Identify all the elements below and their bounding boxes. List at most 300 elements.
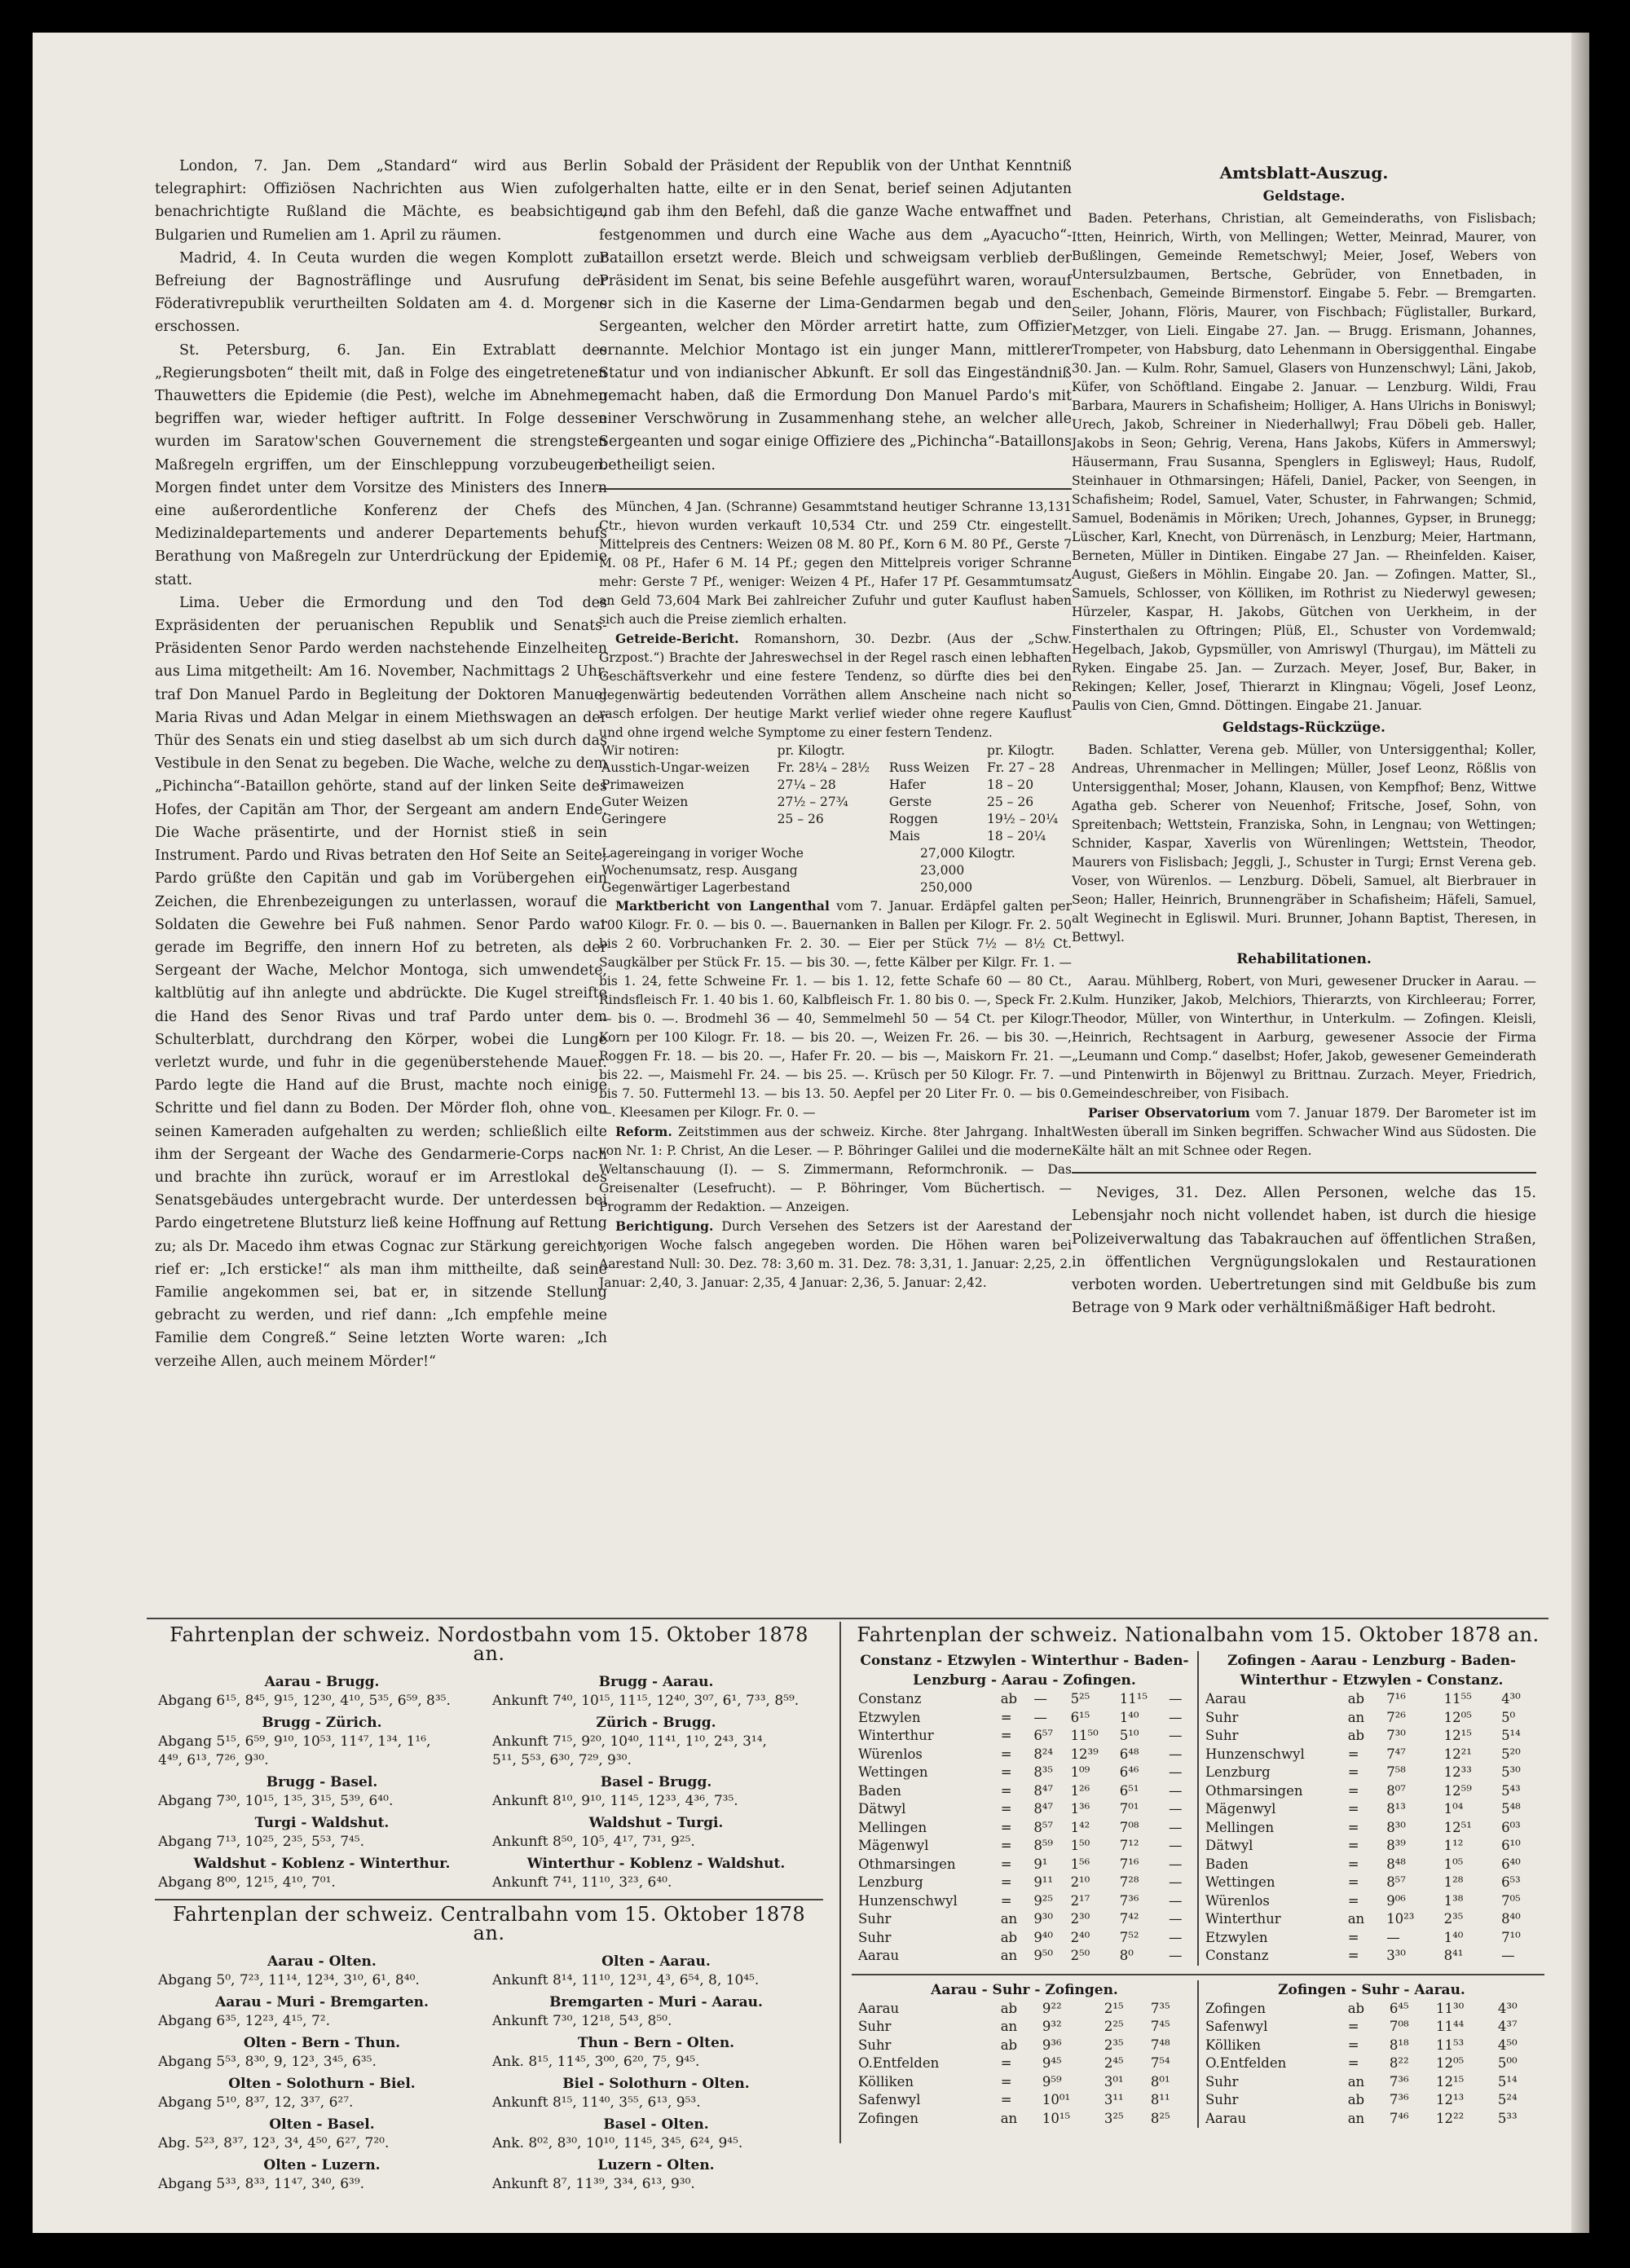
route-times: Abgang 5⁰, 7²³, 11¹⁴, 12³⁴, 3¹⁰, 6¹, 8⁴⁰. <box>158 1972 420 1988</box>
timetable-row <box>855 1856 1194 1874</box>
station-name: Hunzenschwyl <box>1205 1746 1305 1762</box>
station-name: Constanz <box>1205 1948 1269 1963</box>
cell: 6⁰³ <box>1501 1819 1521 1835</box>
cell: ab <box>1347 2000 1365 2016</box>
timetable-row <box>1202 1764 1541 1782</box>
route-title: Thun - Bern - Olten. <box>577 2035 735 2051</box>
station-name: Wettingen <box>858 1764 928 1780</box>
cell: 7²⁸ <box>1119 1874 1139 1890</box>
cell: 250,000 <box>919 879 973 895</box>
cell: 12¹⁵ <box>1443 1728 1472 1743</box>
timetable-row <box>855 2000 1194 2019</box>
cell: = <box>1347 1892 1359 1909</box>
cell: = <box>1000 1782 1012 1799</box>
article-neviges: Neviges, 31. Dez. Allen Personen, welche das 15. Lebensjahr noch nicht vollendet haben, ist durch die hiesige Polizeiverwaltung das Tabakrauchen auf öffentlichen Straßen, in öffentlichen Vergnügungslokalen und Restaurationen verboten worden. Uebertretungen sind mit Geldbuße bis zum Betrage von 9 Mark oder verhältnißmäßiger Haft bedroht. <box>1072 1185 1536 1317</box>
observatorium-text: vom 7. Januar 1879. Der Barometer ist im Westen überall im Sinken begriffen. Schwacher Wind aus Südosten. Die Kälte hält an mit Schnee oder Regen. <box>1072 1106 1536 1159</box>
cell: Gerste <box>888 794 932 809</box>
timetable-row <box>855 1929 1194 1948</box>
cell: 7⁴⁸ <box>1150 2037 1170 2053</box>
timetable-row <box>1202 1910 1541 1929</box>
route-title: Aarau - Olten. <box>267 1953 377 1970</box>
cell: — <box>1501 1948 1515 1963</box>
route-pair <box>155 1770 823 1811</box>
cell: 7³⁶ <box>1389 2092 1409 2107</box>
cell: 4⁵⁰ <box>1497 2037 1518 2053</box>
route-title: Olten - Aarau. <box>601 1953 711 1970</box>
price-table <box>599 742 1072 845</box>
cell: 6⁴⁵ <box>1389 2000 1409 2016</box>
rehabilitationen-title: Rehabilitationen. <box>1236 951 1372 968</box>
route-pair <box>155 1670 823 1711</box>
route-outbound <box>155 1852 489 1892</box>
cell: 9⁴⁵ <box>1042 2055 1062 2071</box>
station-name: Safenwyl <box>858 2092 921 2107</box>
cell: 5¹⁴ <box>1497 2073 1518 2090</box>
cell: 8⁵⁷ <box>1033 1819 1054 1835</box>
notice-berichtigung <box>599 1217 1072 1293</box>
timetable-right <box>852 1623 1544 2128</box>
cell: = <box>1347 1764 1359 1780</box>
route-times: Abgang 6³⁵, 12²³, 4¹⁵, 7². <box>158 2013 331 2029</box>
cell: 12²¹ <box>1443 1746 1472 1762</box>
cell: 27¼ – 28 <box>777 777 836 792</box>
timetable-top-rule <box>147 1618 1548 1619</box>
route-outbound <box>155 2031 489 2072</box>
station-name <box>599 828 775 845</box>
cell: 25 – 26 <box>777 811 824 826</box>
route-outbound <box>155 2153 489 2194</box>
cell: 9⁵⁹ <box>1042 2073 1062 2090</box>
cell: 8⁴⁸ <box>1386 1856 1406 1872</box>
cell: 1³⁶ <box>1070 1801 1090 1817</box>
cell: 1⁰⁹ <box>1070 1764 1090 1780</box>
timetable-row <box>1202 1709 1541 1728</box>
route-times: Ankunft 8⁵⁰, 10⁵, 4¹⁷, 7³¹, 9²⁵. <box>492 1834 695 1850</box>
route-times: Ank. 8¹⁵, 11⁴⁵, 3⁰⁰, 6²⁰, 7⁵, 9⁴⁵. <box>492 2054 700 2070</box>
cell: 11⁴⁴ <box>1435 2019 1465 2034</box>
lager-row <box>599 879 1072 896</box>
getreide-title: Getreide-Bericht. <box>615 630 739 646</box>
cell: = <box>1000 1728 1012 1743</box>
timetable-vertical-rule <box>839 1622 841 2143</box>
cell: 1⁰⁵ <box>1443 1856 1464 1872</box>
cell: 7¹² <box>1119 1838 1139 1853</box>
timetable-row <box>855 1910 1194 1929</box>
route-times: Abgang 5¹⁰, 8³⁷, 12, 3³⁷, 6²⁷. <box>158 2094 354 2111</box>
timetable-row <box>1202 2000 1541 2019</box>
route-title-2: Lenzburg - Aarau - Zofingen. <box>913 1672 1136 1689</box>
cell: 3²⁵ <box>1104 2110 1124 2126</box>
timetable-row <box>855 2073 1194 2092</box>
cell: 2¹⁵ <box>1104 2000 1124 2016</box>
observatorium-title: Pariser Observatorium <box>1088 1105 1250 1121</box>
route-pair <box>155 1852 823 1892</box>
timetable-row <box>1202 1837 1541 1856</box>
timetable-row <box>855 1800 1194 1819</box>
station-name: Lenzburg <box>858 1874 923 1890</box>
cell: 7⁴⁶ <box>1389 2110 1409 2126</box>
cell: 8⁴⁷ <box>1033 1801 1054 1817</box>
station-name: Würenlos <box>1205 1892 1270 1909</box>
cell: — <box>1169 1929 1183 1945</box>
route-times: 5¹¹, 5⁵³, 6³⁰, 7²⁹, 9³⁰. <box>492 1752 632 1768</box>
branch-title-1: Aarau - Suhr - Zofingen. <box>931 1981 1118 1998</box>
cell: 8⁴⁰ <box>1501 1911 1521 1927</box>
cell: — <box>1169 1746 1183 1762</box>
cell: 5¹⁰ <box>1119 1728 1139 1743</box>
route-times: Ankunft 8¹⁵, 11⁴⁰, 3⁵⁵, 6¹³, 9⁵³. <box>492 2094 701 2111</box>
timetable-row <box>1202 2110 1541 2129</box>
cell: = <box>1000 2073 1012 2090</box>
route-title: Turgi - Waldshut. <box>254 1815 390 1831</box>
cell: 11¹⁵ <box>1119 1691 1148 1707</box>
cell: an <box>1000 2019 1018 2034</box>
berichtigung-title: Berichtigung. <box>615 1218 714 1234</box>
rehabilitationen-text: Aarau. Mühlberg, Robert, von Muri, gewesener Drucker in Aarau. — Kulm. Hunziker, Jakob, Melchiors, Thierarzts, von Kirchleerau; Forrer, Theodor, Müller, von Winterthur, in Unterkulm. — Zofingen. Kleisli, Heinrich, Rechtsagent in Aarburg, gewesener Associe der Firma „Leumann und Comp.“ daselbst; Hofer, Jakob, gewesener Gemeinderath und Pintenwirth in Böjenwyl zu Brittnau. Zurzach. Meyer, Friedrich, Gemeindeschreiber, von Fisibach. <box>1072 974 1536 1102</box>
branch-title-2: Zofingen - Suhr - Aarau. <box>1278 1981 1465 1998</box>
nordostbahn-schedule <box>155 1670 823 1892</box>
route-pair <box>155 1811 823 1852</box>
cell: 9⁵⁰ <box>1033 1948 1054 1963</box>
timetable-row <box>855 2091 1194 2110</box>
cell: 7³⁵ <box>1150 2000 1170 2016</box>
station-name: Suhr <box>1205 2073 1239 2090</box>
cell: 10¹⁵ <box>1042 2110 1071 2126</box>
cell: 4³⁰ <box>1497 2000 1518 2016</box>
route-inbound <box>489 1711 823 1770</box>
cell: — <box>1169 1709 1183 1725</box>
station-name: Suhr <box>1205 1728 1239 1743</box>
timetable-row <box>1202 1947 1541 1966</box>
timetable-row <box>855 2018 1194 2037</box>
route-inbound <box>489 1670 823 1711</box>
article-lima-continued: Sobald der Präsident der Republik von der Unthat Kenntniß erhalten hatte, eilte er in den Senat, berief seinen Adjutanten und gab ihm den Befehl, daß die ganze Wache entwaffnet und festgenommen und durch eine Wache aus dem „Ayacucho“-Bataillon ersetzt werde. Bleich und schweigsam verblieb der Präsident im Senat, bis seine Befehle ausgeführt waren, worauf er sich in die Kaserne der Lima-Gendarmen begab und den Sergeanten, welcher den Mörder arretirt hatte, zum Offizier ernannte. Melchior Montago ist ein junger Mann, mittlerer Statur und von indianischer Abkunft. Er soll das Eingeständniß gemacht haben, daß die Ermordung Don Manuel Pardo's mit einer Verschwörung in Zusammenhang stehe, an welcher alle Sergeanten und sogar einige Offiziere des „Pichincha“-Bataillons betheiligt seien. <box>599 158 1072 473</box>
station-name: Guter Weizen <box>601 794 689 809</box>
cell: 8³⁰ <box>1386 1819 1406 1835</box>
column-1 <box>155 155 607 1373</box>
cell: — <box>1169 1691 1183 1707</box>
route-times: Abgang 8⁰⁰, 12¹⁵, 4¹⁰, 7⁰¹. <box>158 1874 336 1891</box>
route-pair <box>155 1711 823 1770</box>
amtsblatt-title: Amtsblatt-Auszug. <box>1219 163 1389 183</box>
per-unit-label: pr. Kilogtr. <box>777 742 845 758</box>
route-title: Aarau - Brugg. <box>264 1674 380 1690</box>
route-title: Olten - Luzern. <box>263 2157 381 2173</box>
cell: ab <box>1347 1691 1365 1707</box>
cell: 2⁴⁵ <box>1104 2055 1124 2071</box>
cell: = <box>1000 1856 1012 1872</box>
route-times: Abgang 5⁵³, 8³⁰, 9, 12³, 3⁴⁵, 6³⁵. <box>158 2054 377 2070</box>
cell: 8⁰¹ <box>1150 2073 1170 2090</box>
timetable-row <box>855 1709 1194 1728</box>
cell: 7⁰⁸ <box>1119 1819 1139 1835</box>
station-name: Hunzenschwyl <box>858 1892 958 1909</box>
route-title: Brugg - Zürich. <box>262 1715 382 1731</box>
route-inbound <box>489 2072 823 2112</box>
cell: ab <box>1000 1691 1018 1707</box>
timetable-row <box>1202 2054 1541 2073</box>
cell: 8¹⁸ <box>1389 2037 1409 2053</box>
cell: 2³⁵ <box>1104 2037 1124 2053</box>
cell: 5⁰⁰ <box>1497 2055 1518 2071</box>
station-name: Geringere <box>601 811 667 826</box>
nationalbahn-westbound <box>852 1651 1197 1966</box>
route-inbound <box>489 2031 823 2072</box>
route-times: Abgang 7³⁰, 10¹⁵, 1³⁵, 3¹⁵, 5³⁹, 6⁴⁰. <box>158 1793 394 1809</box>
timetable-row <box>1202 2037 1541 2055</box>
price-row <box>599 794 1072 811</box>
station-name: Etzwylen <box>858 1709 921 1725</box>
station-name: Mellingen <box>858 1819 927 1835</box>
cell: — <box>1169 1764 1183 1780</box>
cell: 6⁴⁸ <box>1119 1746 1139 1762</box>
cell: an <box>1347 2110 1365 2126</box>
column-divider <box>599 488 1072 490</box>
route-times: Abg. 5²³, 8³⁷, 12³, 3⁴, 4⁵⁰, 6²⁷, 7²⁰. <box>158 2135 390 2151</box>
route-title: Biel - Solothurn - Olten. <box>562 2076 750 2092</box>
cell: 8⁰⁷ <box>1386 1782 1406 1799</box>
cell: 2²⁵ <box>1104 2019 1124 2034</box>
station-name: Würenlos <box>858 1746 923 1762</box>
cell: 1⁵⁶ <box>1070 1856 1090 1872</box>
route-times: Abgang 5³³, 8³³, 11⁴⁷, 3⁴⁰, 6³⁹. <box>158 2176 365 2192</box>
cell: 3¹¹ <box>1104 2092 1124 2107</box>
cell: 27,000 Kilogtr. <box>919 845 1015 861</box>
cell: 8²⁵ <box>1150 2110 1170 2126</box>
station-name: Winterthur <box>858 1728 934 1743</box>
lager-row <box>599 845 1072 862</box>
route-times: Ankunft 7³⁰, 12¹⁸, 5⁴³, 8⁵⁰. <box>492 2013 672 2029</box>
station-name: Suhr <box>858 1911 892 1927</box>
cell: — <box>1169 1819 1183 1835</box>
cell: — <box>1169 1948 1183 1963</box>
route-inbound <box>489 1949 823 1990</box>
nationalbahn-title: Fahrtenplan der schweiz. Nationalbahn vom 15. Oktober 1878 an. <box>857 1623 1540 1646</box>
route-pair <box>155 2112 823 2153</box>
route-inbound <box>489 2153 823 2194</box>
cell: 5³³ <box>1497 2110 1518 2126</box>
cell: 12⁰⁵ <box>1443 1709 1472 1725</box>
cell: 18 – 20¼ <box>987 828 1046 843</box>
cell: 5²⁰ <box>1501 1746 1521 1762</box>
cell: 4³⁰ <box>1501 1691 1521 1707</box>
route-times: Abgang 7¹³, 10²⁵, 2³⁵, 5⁵³, 7⁴⁵. <box>158 1834 365 1850</box>
cell: 7²⁶ <box>1386 1709 1406 1725</box>
geldstage-title: Geldstage. <box>1262 188 1346 205</box>
cell: = <box>1000 2055 1012 2071</box>
cell: 9⁰⁶ <box>1386 1892 1406 1909</box>
station-name: Zofingen <box>1205 2000 1266 2016</box>
station-name: Mägenwyl <box>1205 1801 1276 1817</box>
route-title: Brugg - Aarau. <box>598 1674 714 1690</box>
cell: 12⁵⁹ <box>1443 1782 1472 1799</box>
cell: 9³⁰ <box>1033 1911 1054 1927</box>
rueckzuege-text: Baden. Schlatter, Verena geb. Müller, von Untersiggenthal; Koller, Andreas, Uhrenmacher in Mellingen; Müller, Josef Leonz, Rößlis von Untersiggenthal; Moser, Johann, Klausen, von Kempfhof; Benz, Wittwe Agatha geb. Scherer von Neuenhof; Fritsche, Josef, Sohn, von Spreitenbach; Wettstein, Franziska, Sohn, in Lengnau; von Wettingen; Schnider, Kaspar, Xaverlis von Würenlingen; Wettstein, Theodor, Maurers von Fislisbach; Jeggli, J., Schuster in Turgi; Ernst Verena geb. Voser, von Würenlos. — Lenzburg. Döbeli, Samuel, alt Bierbrauer in Seon; Haller, Heinrich, Brunnengräber in Schafisheim; Häfeli, Samuel, alt Weginecht in Egliswil. Muri. Brunner, Johann Baptist, Theresen, in Bettwyl. <box>1072 742 1536 945</box>
cell: — <box>1386 1929 1400 1945</box>
cell: 25 – 26 <box>987 794 1034 809</box>
station-name: Baden <box>858 1782 901 1799</box>
rueckzuege-title: Geldstags-Rückzüge. <box>1222 720 1386 737</box>
cell: — <box>1033 1691 1047 1707</box>
cell: Fr. 27 – 28 <box>987 760 1055 775</box>
cell: 9¹ <box>1033 1856 1048 1872</box>
route-pair <box>155 1990 823 2031</box>
nationalbahn-branch <box>852 1980 1544 2129</box>
cell: 6¹⁵ <box>1070 1709 1090 1725</box>
cell: ab <box>1000 2037 1018 2053</box>
cell: = <box>1347 1819 1359 1835</box>
notice-reform <box>599 1122 1072 1217</box>
cell: 8⁰ <box>1119 1948 1134 1963</box>
station-name: Etzwylen <box>1205 1929 1268 1945</box>
timetable-row <box>1202 1727 1541 1746</box>
cell: 1¹² <box>1443 1838 1464 1853</box>
cell: — <box>1169 1838 1183 1853</box>
cell: an <box>1347 1709 1365 1725</box>
reform-title: Reform. <box>615 1123 672 1139</box>
cell: 8¹³ <box>1386 1801 1406 1817</box>
station-name: Kölliken <box>858 2073 914 2090</box>
route-pair <box>155 2153 823 2194</box>
cell: = <box>1347 1929 1359 1945</box>
timetable-row <box>855 1764 1194 1782</box>
route-times: Ankunft 7¹⁵, 9²⁰, 10⁴⁰, 11⁴¹, 1¹⁰, 2⁴³, 3¹⁴, <box>492 1733 767 1750</box>
timetable-row <box>855 1727 1194 1746</box>
column-3 <box>1072 155 1536 1319</box>
article-lima: Lima. Ueber die Ermordung und den Tod des Expräsidenten der peruanischen Republik und Senats-Präsidenten Senor Pardo werden nachstehende Einzelheiten aus Lima mitgetheilt: Am 16. November, Nachmittags 2 Uhr, traf Don Manuel Pardo in Begleitung der Doktoren Manuel Maria Rivas und Adan Melgar in einem Miethswagen an der Thür des Senats ein und stieg daselbst ab um sich durch das Vestibule in den Senat zu begeben. Die Wache, welche zu dem „Pichincha“-Bataillon gehörte, stand auf der linken Seite des Hofes, der Capitän am Thor, der Sergeant am andern Ende. Die Wache präsentirte, und der Hornist stieß in sein Instrument. Pardo und Rivas betraten den Hof Seite an Seite; Pardo grüßte den Capitän und gab im Vorübergehen ein Zeichen, die Ehrenbezeigungen zu unterlassen, worauf die Soldaten die Gewehre bei Fuß nahmen. Senor Pardo war gerade im Begriffe, den innern Hof zu betreten, als der Sergeant der Wache, Melchor Montoga, sich umwendete, kaltblütig auf ihn anlegte und abdrückte. Die Kugel streifte die Hand des Senor Rivas und traf Pardo unter dem Schulterblatt, durchdrang den Körper, wobei die Lunge verletzt wurde, und fuhr in die gegenüberstehende Mauer. Pardo legte die Hand auf die Brust, machte noch einige Schritte und fiel dann zu Boden. Der Mörder floh, ohne von seinen Kameraden aufgehalten zu werden; schließlich eilte ihm der Sergeant der Wache des Gendarmerie-Corps nach und brachte ihn zurück, worauf er im Arrestlokal des Senatsgebäudes untergebracht wurde. Der unterdessen bei Pardo eingetretene Blutsturz ließ keine Hoffnung auf Rettung zu; als Dr. Macedo ihm etwas Cognac zur Stärkung gereicht, rief er: „Ich ersticke!“ als man ihm mittheilte, daß seine Familie angekommen sei, bat er, in sitzende Stellung gebracht zu werden, und rief dann: „Ich empfehle meine Familie dem Congreß.“ Seine letzten Worte waren: „Ich verzeihe Allen, auch meinem Mörder!“ <box>155 594 607 1370</box>
centralbahn-title: Fahrtenplan der schweiz. Centralbahn vom 15. Oktober 1878 an. <box>172 1903 806 1944</box>
cell: 6⁴⁰ <box>1501 1856 1521 1872</box>
cell: Roggen <box>888 811 938 826</box>
cell: 6⁵¹ <box>1119 1782 1139 1799</box>
cell: 8¹¹ <box>1150 2092 1170 2107</box>
route-outbound <box>155 2112 489 2153</box>
cell: 8⁵⁷ <box>1386 1874 1406 1890</box>
station-name: Aarau <box>1205 1691 1247 1707</box>
cell: 7¹⁶ <box>1386 1691 1406 1707</box>
route-times: Ankunft 8¹⁴, 11¹⁰, 12³¹, 4³, 6⁵⁴, 8, 10⁴⁵. <box>492 1972 760 1988</box>
page-edge-shadow <box>1571 33 1589 2233</box>
price-row <box>599 760 1072 777</box>
cell: — <box>1169 1874 1183 1890</box>
geldstage-text: Baden. Peterhans, Christian, alt Gemeinderaths, von Fislisbach; Itten, Heinrich, Wirth, von Mellingen; Wetter, Meinrad, Maurer, von Bußlingen, Gemeinde Remetschwyl; Meier, Josef, Webers von Untersulzbaumen, Bertsche, Gebrüder, von Ennetbaden, in Eschenbach, Gemeinde Birmenstorf. Eingabe 5. Febr. — Bremgarten. Seiler, Johann, Flöris, Maurer, von Fischbach; Füglistaller, Burkard, Metzger, von Lieli. Eingabe 27. Jan. — Brugg. Erismann, Johannes, Trompeter, von Habsburg, dato Lehenmann in Obersiggenthal. Eingabe 30. Jan. — Kulm. Rohr, Samuel, Glasers von Hunzenschwyl; Läni, Jakob, Küfer, von Schöftland. Eingabe 2. Januar. — Lenzburg. Wildi, Frau Barbara, Maurers in Schafisheim; Holliger, A. Hans Ulrichs in Boniswyl; Urech, Jakob, Schreiner in Niederhallwyl; Frau Döbeli geb. Haller, Jakobs in Seon; Gehrig, Verena, Hans Jakobs, Küfers in Ammerswyl; Häusermann, Frau Susanna, Spenglers in Eglisweyl; Haus, Rudolf, Steinhauer in Othmarsingen; Häfeli, Daniel, Packer, von Seengen, in Schafisheim; Rodel, Samuel, Vater, Schuster, in Fahrwangen; Schmid, Samuel, Bodenämis in Möriken; Urech, Johannes, Gypser, in Brunegg; Lüscher, Karl, Knecht, von Dürrenäsch, in Lenzburg; Meier, Hartmann, Berneten, Müller in Dintiken. Eingabe 27 Jan. — Rheinfelden. Kaiser, August, Gießers in Möhlin. Eingabe 20. Jan. — Zofingen. Matter, Sl., Samuels, Schlosser, von Kölliken, im Rothrist zu Niederwyl gewesen; Hürzeler, Kaspar, H. Jakobs, Gütchen von Uerkheim, in der Finsterthalen zu Oftringen; Plüß, El., Schuster von Vordemwald; Hegelbach, Jakob, Gypsmüller, von Amriswyl (Thurgau), im Mätteli zu Ryken. Eingabe 25. Jan. — Zurzach. Meyer, Josef, Bur, Baker, in Rekingen; Keller, Josef, Thierarzt in Klingnau; Vögeli, Josef Leonz, Paulis von Cien, Gmnd. Döttingen. Eingabe 21. Januar. <box>1072 211 1536 714</box>
cell: = <box>1347 1856 1359 1872</box>
route-inbound <box>489 1852 823 1892</box>
timetable-row <box>855 1874 1194 1892</box>
cell: 7⁴⁷ <box>1386 1746 1406 1762</box>
cell: 11⁵⁰ <box>1070 1728 1099 1743</box>
cell: 7⁵⁸ <box>1386 1764 1406 1780</box>
market-reports <box>599 498 1072 1293</box>
cell: 10⁰¹ <box>1042 2092 1071 2107</box>
cell: 5⁴⁸ <box>1501 1801 1521 1817</box>
timetable-row <box>1202 1800 1541 1819</box>
timetable-row <box>1202 1746 1541 1764</box>
cell: 2⁵⁰ <box>1070 1948 1090 1963</box>
cell: 2³⁵ <box>1443 1911 1464 1927</box>
cell: 7³⁶ <box>1119 1892 1139 1909</box>
route-outbound <box>155 1949 489 1990</box>
route-outbound <box>155 1990 489 2031</box>
cell: = <box>1000 1874 1012 1890</box>
route-title: Olten - Bern - Thun. <box>243 2035 401 2051</box>
route-title: Waldshut - Koblenz - Winterthur. <box>193 1856 451 1872</box>
price-row <box>599 777 1072 794</box>
timetable-row <box>855 1690 1194 1709</box>
cell: Russ Weizen <box>888 760 970 775</box>
cell: 5²⁵ <box>1070 1691 1090 1707</box>
cell: 1⁴⁰ <box>1119 1709 1139 1725</box>
timetable-row <box>1202 2073 1541 2092</box>
timetable-row <box>855 2054 1194 2073</box>
article-petersburg: St. Petersburg, 6. Jan. Ein Extrablatt des „Regierungsboten“ theilt mit, daß in Folge des eingetretenen Thauwetters die Epidemie (die Pest), welche im Abnehmen begriffen war, wieder heftiger auftritt. In Folge dessen wurden im Saratow'schen Gouvernement die strengsten Maßregeln ergriffen, um der Einschleppung vorzubeugen. Morgen findet unter dem Vorsitze des Ministers des Innern eine außerordentliche Konferenz der Chefs des Medizinaldepartements und anderer Departements behufs Berathung von Maßregeln zur Unterdrückung der Epidemie statt. <box>155 341 607 588</box>
route-title: Olten - Basel. <box>269 2116 375 2133</box>
cell: 5³⁰ <box>1501 1764 1521 1780</box>
cell: 7¹⁰ <box>1501 1929 1521 1945</box>
cell: an <box>1000 1911 1018 1927</box>
timetable-row <box>855 2037 1194 2055</box>
cell: = <box>1000 1746 1012 1762</box>
cell: Hafer <box>888 777 926 792</box>
cell: 7⁵² <box>1119 1929 1139 1945</box>
cell: 9⁴⁰ <box>1033 1929 1054 1945</box>
cell: 3³⁰ <box>1386 1948 1406 1963</box>
station-name: Suhr <box>858 2019 892 2034</box>
cell: 8⁵⁹ <box>1033 1838 1054 1853</box>
cell: = <box>1000 1764 1012 1780</box>
nationalbahn-main <box>852 1651 1544 1966</box>
cell: — <box>1169 1911 1183 1927</box>
cell: 27½ – 27¾ <box>777 794 848 809</box>
timetable-divider <box>155 1899 823 1900</box>
route-times: 4⁴⁹, 6¹³, 7²⁶, 9³⁰. <box>158 1752 269 1768</box>
cell: 6¹⁰ <box>1501 1838 1521 1853</box>
cell: 23,000 <box>919 862 965 878</box>
reform-text: Zeitstimmen aus der schweiz. Kirche. 8ter Jahrgang. Inhalt von Nr. 1: P. Christ, An die Leser. — P. Böhringer Galilei und die moderne Weltanschauung (I). — S. Zimmermann, Reformchronik. — Das Greisenalter (Lesefrucht). — P. Böhringer, Vom Büchertisch. — Programm der Redaktion. — Anzeigen. <box>599 1124 1072 1214</box>
cell: = <box>1347 2037 1359 2053</box>
cell: = <box>1347 1782 1359 1799</box>
station-name: O.Entfelden <box>1205 2055 1287 2071</box>
station-name: Suhr <box>858 1929 892 1945</box>
nordostbahn-title: Fahrtenplan der schweiz. Nordostbahn vom 15. Oktober 1878 an. <box>170 1623 808 1665</box>
cell: = <box>1347 1948 1359 1963</box>
route-title-1: Constanz - Etzwylen - Winterthur - Baden- <box>860 1653 1189 1669</box>
route-outbound <box>155 2072 489 2112</box>
berichtigung-text: Durch Versehen des Setzers ist der Aarestand der vorigen Woche falsch angegeben worden. Die Höhen waren bei Aarestand Null: 30. Dez. 78: 3,60 m. 31. Dez. 78: 3,31, 1. Januar: 2,25, 2. Januar: 2,40, 3. Januar: 2,35, 4 Januar: 2,36, 5. Januar: 2,42. <box>599 1218 1072 1290</box>
cell: 1⁵⁰ <box>1070 1838 1090 1853</box>
cell: — <box>1169 1856 1183 1872</box>
newspaper-page <box>33 33 1589 2233</box>
route-outbound <box>155 1770 489 1811</box>
route-title: Basel - Olten. <box>603 2116 709 2133</box>
cell: 2³⁰ <box>1070 1911 1090 1927</box>
route-times: Ankunft 7⁴⁰, 10¹⁵, 11¹⁵, 12⁴⁰, 3⁰⁷, 6¹, 7³³, 8⁵⁹. <box>492 1693 800 1709</box>
cell: an <box>1000 1948 1018 1963</box>
cell: 9³² <box>1042 2019 1062 2034</box>
langenthal-text: vom 7. Januar. Erdäpfel galten per 100 Kilogr. Fr. 0. — bis 0. —. Bauernanken in Ballen per Kilogr. Fr. 2. 50 bis 2 60. Vorbruchanken Fr. 2. 30. — Eier per Stück 7½ — 8½ Ct. Saugkälber per Stück Fr. 15. — bis 30. —, fette Kälber per Kilgr. Fr. 1. — bis 1. 24, fette Schweine Fr. 1. — bis 1. 12, fette Schafe 60 — 80 Ct., Rindsfleisch Fr. 1. 40 bis 1. 60, Kalbfleisch Fr. 1. 80 bis 0. —, Speck Fr. 2. — bis 0. —. Brodmehl 36 — 40, Semmelmehl 50 — 54 Ct. per Kilogr. Korn per 100 Kilogr. Fr. 18. — bis 20. —, Weizen Fr. 26. — bis 30. —, Roggen Fr. 18. — bis 20. —, Hafer Fr. 20. — bis —, Maiskorn Fr. 21. — bis 22. —, Maismehl Fr. 24. — bis 25. —. Krüsch per 50 Kilogr. Fr. 7. — bis 7. 50. Futtermehl 13. — bis 13. 50. Aepfel per 20 Liter Fr. 0. — bis 0. —. Kleesamen per Kilogr. Fr. 0. — <box>599 898 1072 1120</box>
report-muenchen: München, 4 Jan. (Schranne) Gesammtstand heutiger Schranne 13,131 Ctr., hievon wurden verkauft 10,534 Ctr. und 259 Ctr. eingestellt. Mittelpreis des Centners: Weizen 08 M. 80 Pf., Korn 6 M. 80 Pf., Gerste 7 M. 08 Pf., Hafer 6 M. 14 Pf.; gegen den Mittelpreis voriger Schranne mehr: Gerste 7 Pf., weniger: Weizen 4 Pf., Hafer 17 Pf. Gesammtumsatz an Geld 73,604 Mark Bei zahlreicher Zufuhr und guter Kauflust haben sich auch die Preise ziemlich erhalten. <box>599 499 1072 627</box>
station-name: Zofingen <box>858 2110 919 2126</box>
station-name: Gegenwärtiger Lagerbestand <box>601 879 791 895</box>
route-outbound <box>155 1711 489 1770</box>
cell: = <box>1000 1892 1012 1909</box>
station-name: Safenwyl <box>1205 2019 1268 2034</box>
cell: = <box>1000 1838 1012 1853</box>
lager-table <box>599 845 1072 896</box>
lager-row <box>599 862 1072 879</box>
timetable-row <box>855 1947 1194 1966</box>
station-name: Mägenwyl <box>858 1838 929 1853</box>
